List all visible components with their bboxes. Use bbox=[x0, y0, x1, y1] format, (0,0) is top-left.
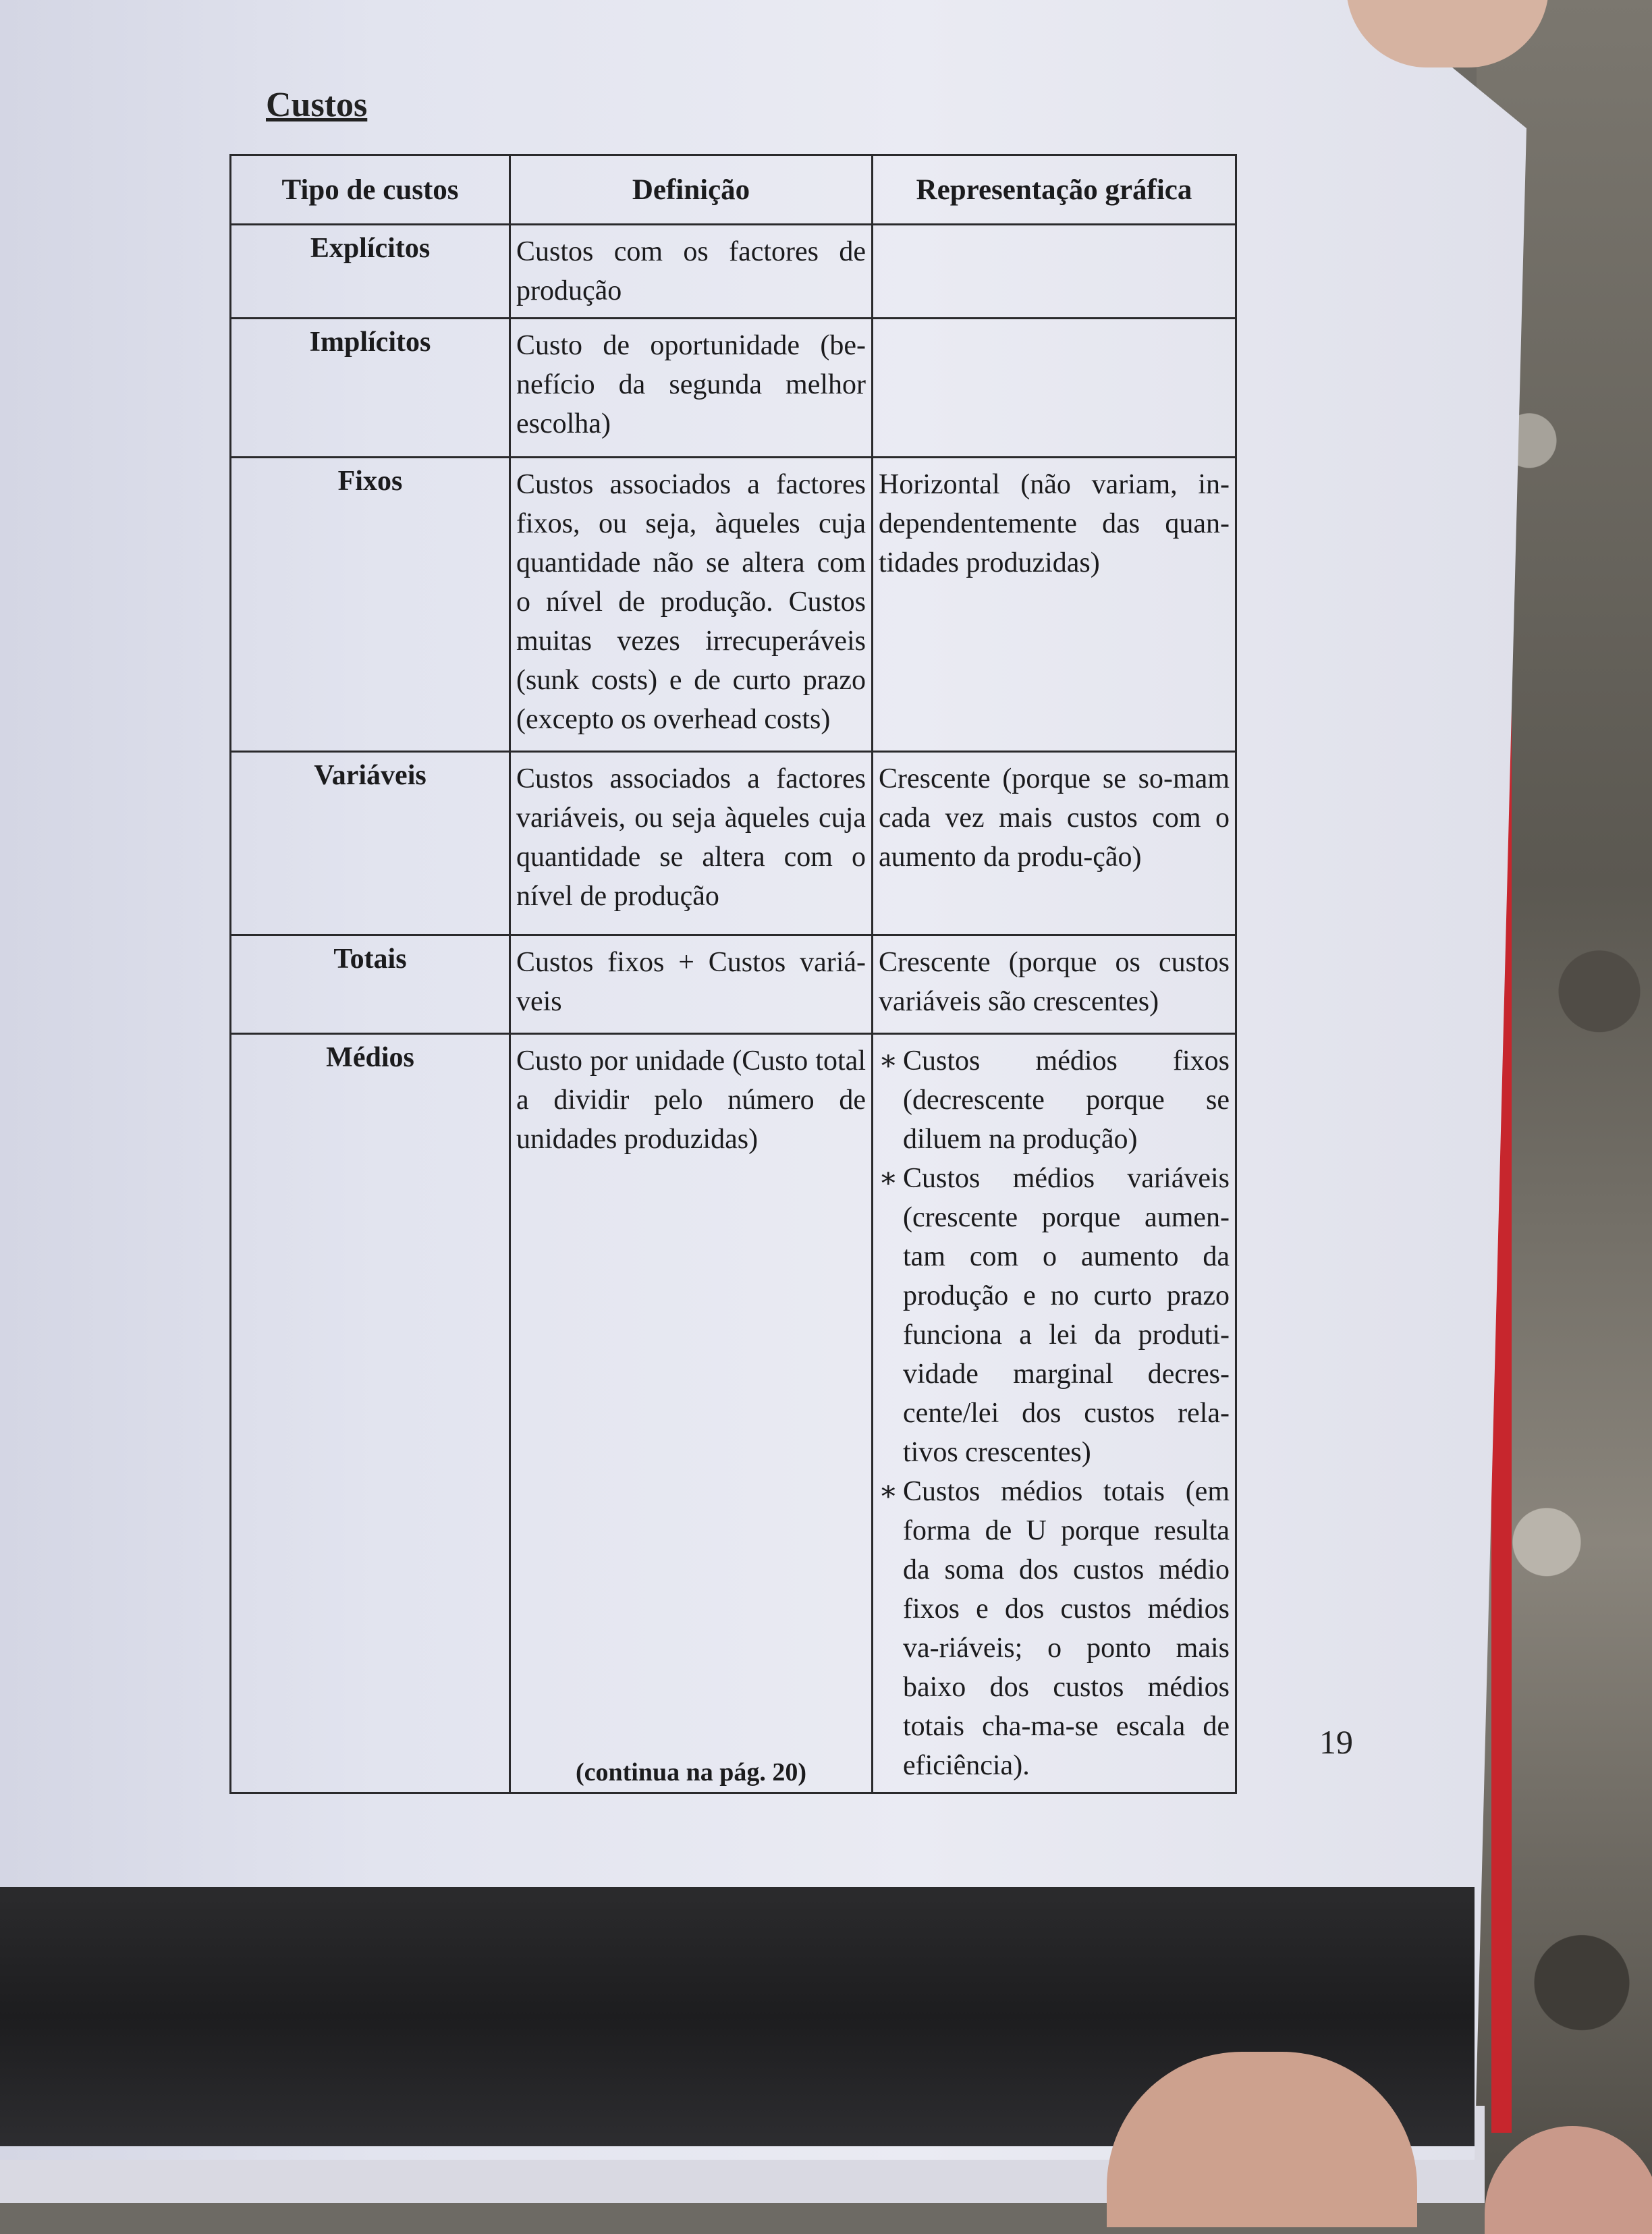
definition-cell: Custos associados a factores fixos, ou seja, àqueles cuja quantidade não se altera com o nível de produção. Custos muitas vezes irrecuperáveis (sunk costs) e de curto prazo (excepto os overhead costs) bbox=[510, 458, 873, 752]
header-definicao: Definição bbox=[510, 155, 873, 225]
table-row bbox=[231, 752, 1236, 935]
table-row bbox=[231, 1034, 1236, 1793]
representation-cell: Crescente (porque se so-mam cada vez mais custos com o aumento da produ-ção) bbox=[873, 752, 1236, 935]
list-item-text: Custos médios fixos (decrescente porque se diluem na produção) bbox=[903, 1045, 1230, 1155]
definition-cell: Custos com os factores de produção bbox=[510, 225, 873, 319]
representation-cell bbox=[873, 225, 1236, 319]
list-item bbox=[879, 1041, 1230, 1159]
list-item bbox=[879, 1472, 1230, 1785]
representation-cell bbox=[873, 1034, 1236, 1793]
table-row bbox=[231, 458, 1236, 752]
type-cell: Médios bbox=[231, 1034, 510, 1793]
costs-table bbox=[229, 154, 1237, 1794]
definition-cell: Custos associados a factores variáveis, ou seja àqueles cuja quantidade se altera com o nível de produção bbox=[510, 752, 873, 935]
type-cell: Fixos bbox=[231, 458, 510, 752]
header-tipo: Tipo de custos bbox=[231, 155, 510, 225]
table-row bbox=[231, 935, 1236, 1034]
list-item bbox=[879, 1159, 1230, 1472]
page-number: 19 bbox=[1319, 1723, 1353, 1761]
table-row bbox=[231, 319, 1236, 458]
definition-cell: Custo de oportunidade (be-nefício da segunda melhor escolha) bbox=[510, 319, 873, 458]
representation-list bbox=[879, 1041, 1230, 1785]
definition-cell: Custos fixos + Custos variá-veis bbox=[510, 935, 873, 1034]
table-row bbox=[231, 225, 1236, 319]
type-cell: Explícitos bbox=[231, 225, 510, 319]
type-cell: Variáveis bbox=[231, 752, 510, 935]
continuation-note: (continua na pág. 20) bbox=[575, 1758, 807, 1787]
definition-cell bbox=[510, 1034, 873, 1793]
type-cell: Implícitos bbox=[231, 319, 510, 458]
list-item-text: Custos médios variáveis (crescente porque aumen-tam com o aumento da produção e no curto prazo funciona a lei da produti-vidade marginal decres-cente/lei dos custos rela-tivos crescentes) bbox=[903, 1163, 1230, 1468]
representation-cell: Crescente (porque os custos variáveis são crescentes) bbox=[873, 935, 1236, 1034]
header-representacao: Representação gráfica bbox=[873, 155, 1236, 225]
type-cell: Totais bbox=[231, 935, 510, 1034]
list-item-text: Custos médios totais (em forma de U porque resulta da soma dos custos médio fixos e dos custos médios va-riáveis; o ponto mais baixo dos custos médios totais cha-ma-se escala de eficiência). bbox=[903, 1476, 1230, 1781]
representation-cell: Horizontal (não variam, in-dependentemente das quan-tidades produzidas) bbox=[873, 458, 1236, 752]
section-title: Custos bbox=[266, 86, 368, 124]
table-header-row bbox=[231, 155, 1236, 225]
definition-text: Custo por unidade (Custo total a dividir pelo número de unidades produzidas) bbox=[516, 1045, 866, 1155]
representation-cell bbox=[873, 319, 1236, 458]
asterisk-bullet: ∗ bbox=[879, 1163, 898, 1194]
asterisk-bullet: ∗ bbox=[879, 1045, 898, 1077]
asterisk-bullet: ∗ bbox=[879, 1476, 898, 1507]
